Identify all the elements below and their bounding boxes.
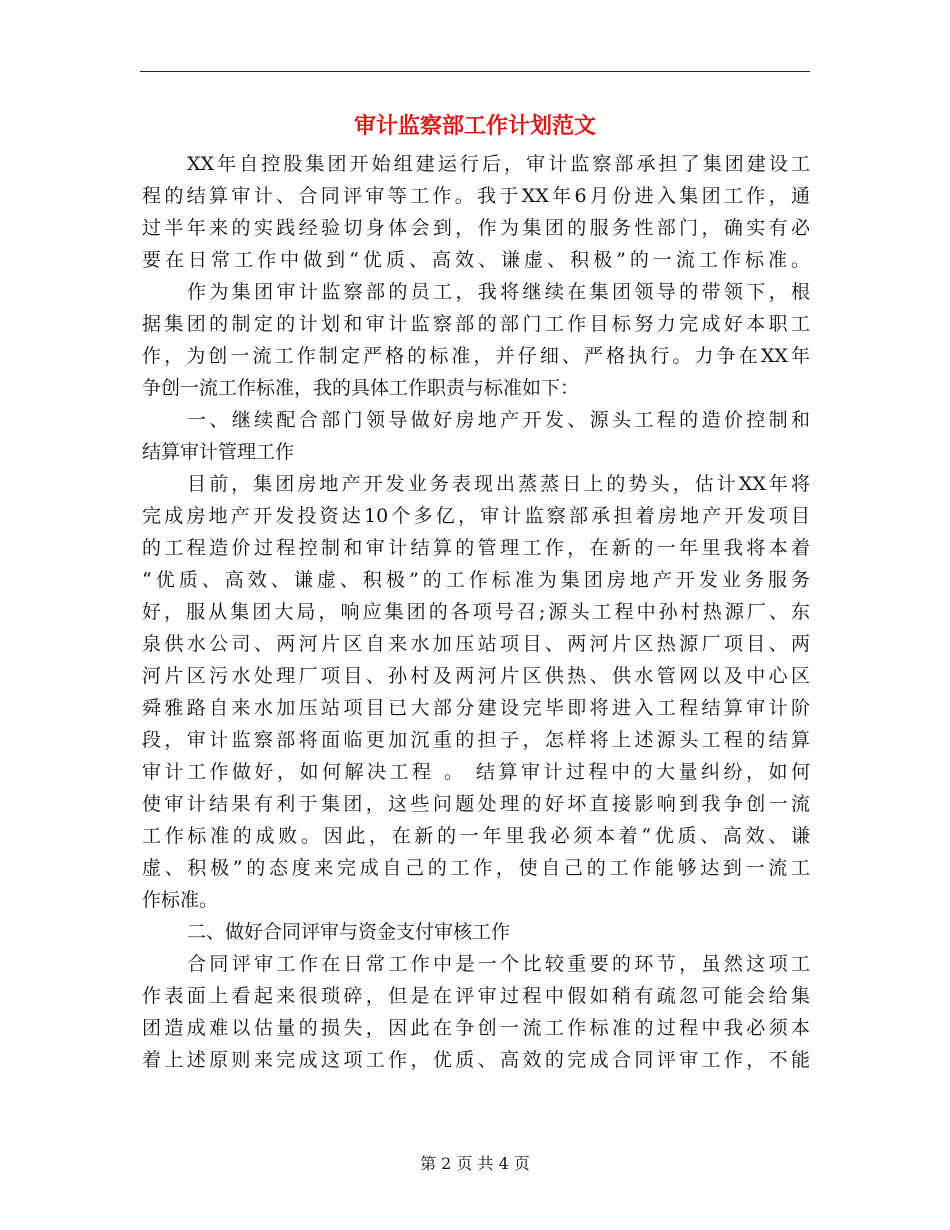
paragraph-line: 着上述原则来完成这项工作，优质、高效的完成合同评审工作，不能 — [142, 1049, 810, 1071]
paragraph-line: 争创一流工作标准，我的具体工作职责与标准如下： — [142, 377, 580, 399]
paragraph-line: 作为集团审计监察部的员工，我将继续在集团领导的带领下，根 — [187, 281, 810, 303]
paragraph-line: 过半年来的实践经验切身体会到，作为集团的服务性部门，确实有必 — [142, 217, 810, 239]
paragraph-line: 虚、积极”的态度来完成自己的工作，使自己的工作能够达到一流工 — [142, 857, 810, 879]
paragraph-line: 审计工作做好，如何解决工程 。 结算审计过程中的大量纠纷，如何 — [142, 761, 810, 783]
paragraph-line: 合同评审工作在日常工作中是一个比较重要的环节，虽然这项工 — [187, 953, 810, 975]
paragraph-line: 河片区污水处理厂项目、孙村及两河片区供热、供水管网以及中心区 — [142, 665, 810, 687]
header-rule — [140, 71, 810, 72]
paragraph-line: 要在日常工作中做到“优质、高效、谦虚、积极”的一流工作标准。 — [142, 249, 810, 271]
paragraph-line: 作表面上看起来很琐碎，但是在评审过程中假如稍有疏忽可能会给集 — [142, 985, 810, 1007]
paragraph-line: 团造成难以估量的损失，因此在争创一流工作标准的过程中我必须本 — [142, 1017, 810, 1039]
paragraph-line: XX年自控股集团开始组建运行后，审计监察部承担了集团建设工 — [187, 153, 810, 175]
section-heading-line: 结算审计管理工作 — [142, 441, 295, 463]
paragraph-line: 作，为创一流工作制定严格的标准，并仔细、严格执行。力争在XX年 — [142, 345, 810, 367]
paragraph-line: 舜雅路自来水加压站项目已大部分建设完毕即将进入工程结算审计阶 — [142, 697, 810, 719]
paragraph-line: 泉供水公司、两河片区自来水加压站项目、两河片区热源厂项目、两 — [142, 633, 810, 655]
paragraph-line: 工作标准的成败。因此，在新的一年里我必须本着“优质、高效、谦 — [142, 825, 810, 847]
paragraph-line: 的工程造价过程控制和审计结算的管理工作，在新的一年里我将本着 — [142, 537, 810, 559]
paragraph-line: 作标准。 — [142, 889, 219, 911]
paragraph-line: 好，服从集团大局，响应集团的各项号召;源头工程中孙村热源厂、东 — [142, 601, 810, 623]
paragraph-line: 程的结算审计、合同评审等工作。我于XX年6月份进入集团工作，通 — [142, 185, 810, 207]
paragraph-line: 完成房地产开发投资达10个多亿，审计监察部承担着房地产开发项目 — [142, 505, 810, 527]
paragraph-line: 段，审计监察部将面临更加沉重的担子，怎样将上述源头工程的结算 — [142, 729, 810, 751]
document-title: 审计监察部工作计划范文 — [353, 113, 596, 139]
paragraph-line: “优质、高效、谦虚、积极”的工作标准为集团房地产开发业务服务 — [142, 569, 810, 591]
paragraph-line: 目前，集团房地产开发业务表现出蒸蒸日上的势头，估计XX年将 — [187, 473, 810, 495]
section-heading-line: 一、继续配合部门领导做好房地产开发、源头工程的造价控制和 — [187, 409, 810, 431]
page-number: 第 2 页 共 4 页 — [420, 1154, 530, 1173]
section-heading-line: 二、做好合同评审与资金支付审核工作 — [187, 921, 511, 943]
document-body — [142, 148, 810, 1076]
paragraph-line: 据集团的制定的计划和审计监察部的部门工作目标努力完成好本职工 — [142, 313, 810, 335]
paragraph-line: 使审计结果有利于集团，这些问题处理的好坏直接影响到我争创一流 — [142, 793, 810, 815]
